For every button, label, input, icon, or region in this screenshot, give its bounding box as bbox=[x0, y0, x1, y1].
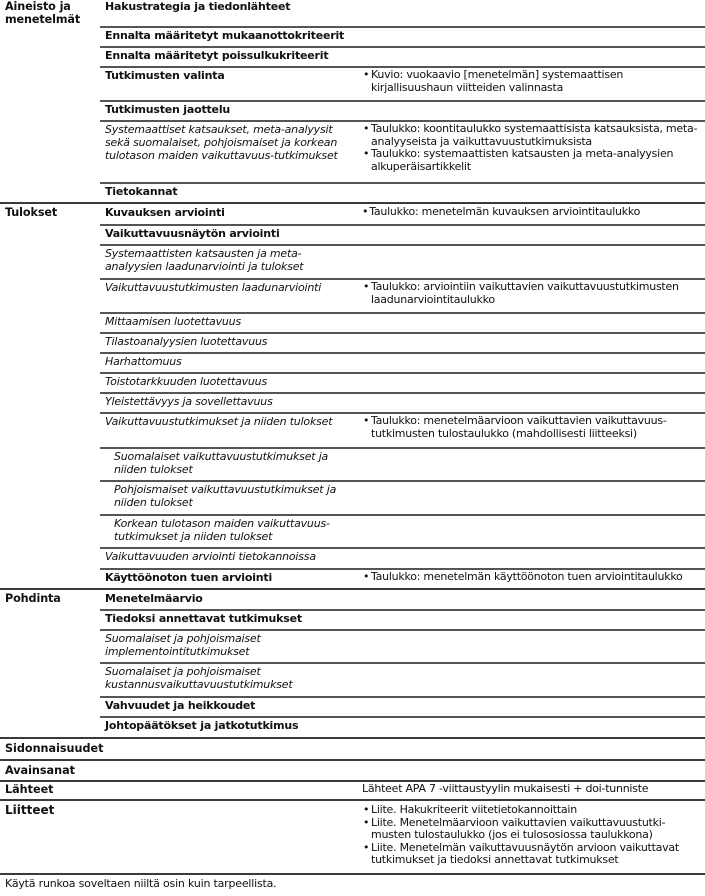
outline-row bbox=[100, 609, 705, 629]
note-text: Liite. Menetelmän vaikuttavuusnäytön arvioon vaikuttavat tutkimukset ja tiedoksi annettavat tutkimukset bbox=[371, 840, 679, 866]
row-notes bbox=[358, 354, 705, 372]
note-item bbox=[362, 817, 701, 842]
row-title: Avainsanat bbox=[5, 764, 75, 777]
row-notes bbox=[358, 68, 705, 100]
note-text: Kuvio: vuokaavio [menetelmän] systemaattisen kirjallisuushaun viitteiden valinnasta bbox=[371, 68, 624, 94]
bullet-icon: • bbox=[363, 815, 370, 829]
bullet-icon: • bbox=[363, 68, 370, 81]
outline-row bbox=[100, 26, 705, 46]
row-title: Johtopäätökset ja jatkotutkimus bbox=[105, 719, 299, 732]
outline-row bbox=[100, 0, 705, 26]
row-notes bbox=[358, 631, 705, 662]
outline-row bbox=[100, 662, 705, 696]
row-appendices bbox=[0, 799, 705, 875]
outline-row bbox=[100, 278, 705, 312]
row-title: Menetelmäarvio bbox=[105, 592, 203, 605]
note-item bbox=[362, 842, 701, 867]
row-title: Ennalta määritetyt poissulkukriteerit bbox=[105, 49, 329, 62]
outline-row bbox=[100, 568, 705, 588]
outline-row bbox=[100, 66, 705, 100]
row-notes bbox=[358, 226, 705, 244]
row-notes: Lähteet APA 7 -viittaustyylin mukaisesti + doi-tunniste bbox=[362, 782, 649, 795]
outline-row bbox=[100, 696, 705, 716]
row-notes bbox=[358, 280, 705, 312]
note-item bbox=[362, 415, 701, 440]
bullet-icon: • bbox=[363, 803, 370, 816]
outline-row bbox=[100, 447, 705, 480]
bullet-icon: • bbox=[363, 122, 370, 135]
row-notes bbox=[358, 549, 705, 568]
note-text: Taulukko: arviointiin vaikuttavien vaikuttavuustutkimusten laadunarviointitaulukko bbox=[371, 280, 679, 306]
row-notes bbox=[358, 611, 705, 629]
outline-row bbox=[100, 120, 705, 182]
bullet-icon: • bbox=[363, 570, 370, 583]
row-notes bbox=[358, 28, 705, 46]
bullet-icon: • bbox=[363, 147, 370, 160]
outline-row bbox=[100, 204, 705, 224]
outline-row bbox=[100, 514, 705, 547]
outline-row bbox=[100, 312, 705, 332]
row-affiliations bbox=[0, 737, 705, 759]
row-title: Kuvauksen arviointi bbox=[105, 206, 225, 219]
row-title: Tutkimusten jaottelu bbox=[105, 103, 231, 116]
note-item bbox=[362, 205, 640, 218]
row-title: Käyttöönoton tuen arviointi bbox=[105, 571, 273, 584]
outline-row bbox=[100, 100, 705, 120]
note-text: Liite. Menetelmäarvioon vaikuttavien vaikuttavuustutki-musten tulostaulukko (jos ei tulososiossa taulukkona) bbox=[371, 815, 666, 841]
row-notes bbox=[358, 0, 705, 26]
row-title: Vaikuttavuustutkimukset ja niiden tulokset bbox=[105, 415, 333, 428]
row-notes bbox=[358, 698, 705, 716]
note-text: Liite. Hakukriteerit viitetietokannoittain bbox=[371, 803, 577, 816]
outline-row bbox=[100, 480, 705, 514]
row-references bbox=[0, 780, 705, 799]
row-title: Tietokannat bbox=[105, 185, 178, 198]
row-notes bbox=[358, 739, 705, 759]
row-notes bbox=[358, 664, 705, 696]
outline-row bbox=[100, 716, 705, 737]
section-methods bbox=[0, 0, 705, 202]
note-item bbox=[362, 571, 701, 584]
row-notes bbox=[358, 801, 705, 873]
row-notes bbox=[358, 246, 705, 278]
outline-row bbox=[100, 412, 705, 447]
row-notes bbox=[358, 374, 705, 392]
note-text: Taulukko: systemaattisten katsausten ja meta-analyysien alkuperäisartikkelit bbox=[371, 147, 674, 173]
usage-note: Käytä runkoa soveltaen niiltä osin kuin tarpeellista. bbox=[5, 877, 277, 890]
note-item bbox=[362, 281, 701, 306]
outline-row bbox=[100, 332, 705, 352]
note-text: Taulukko: menetelmäarvioon vaikuttavien vaikuttavuus-tutkimusten tulostaulukko (mahdollisesti liitteeksi) bbox=[371, 414, 667, 440]
row-notes bbox=[358, 102, 705, 120]
row-title: Pohjoismaiset vaikuttavuustutkimukset ja niiden tulokset bbox=[114, 483, 337, 509]
note-text: Taulukko: menetelmän käyttöönoton tuen arviointitaulukko bbox=[371, 570, 683, 583]
row-title: Vaikuttavuusnäytön arviointi bbox=[105, 227, 280, 240]
note-text: Taulukko: menetelmän kuvauksen arviointitaulukko bbox=[369, 205, 641, 218]
outline-row bbox=[100, 372, 705, 392]
row-notes bbox=[358, 761, 705, 780]
row-title: Mittaamisen luotettavuus bbox=[105, 315, 241, 328]
bullet-icon: • bbox=[362, 205, 369, 218]
row-notes bbox=[358, 122, 705, 182]
row-notes bbox=[358, 482, 705, 514]
row-notes bbox=[358, 394, 705, 412]
row-keywords bbox=[0, 759, 705, 780]
row-title: Tutkimusten valinta bbox=[105, 69, 225, 82]
row-title: Systemaattiset katsaukset, meta-analyysit sekä suomalaiset, pohjoismaiset ja korkean tulotason maiden vaikuttavuus-tutkimukset bbox=[105, 123, 338, 162]
row-notes bbox=[358, 449, 705, 480]
row-notes bbox=[358, 590, 705, 609]
row-title: Tiedoksi annettavat tutkimukset bbox=[105, 612, 302, 625]
outline-row bbox=[100, 352, 705, 372]
row-notes bbox=[358, 516, 705, 547]
bullet-icon: • bbox=[363, 414, 370, 427]
row-notes bbox=[358, 314, 705, 332]
outline-row bbox=[100, 590, 705, 609]
section-label: Tulokset bbox=[5, 206, 58, 219]
row-title: Hakustrategia ja tiedonlähteet bbox=[105, 0, 291, 13]
row-title: Vahvuudet ja heikkoudet bbox=[105, 699, 256, 712]
section-label: Pohdinta bbox=[5, 592, 61, 605]
row-notes bbox=[358, 204, 705, 224]
note-item bbox=[362, 123, 701, 148]
row-title: Sidonnaisuudet bbox=[5, 742, 104, 755]
row-notes bbox=[358, 414, 705, 447]
row-title: Vaikuttavuuden arviointi tietokannoissa bbox=[105, 550, 316, 563]
bullet-icon: • bbox=[363, 280, 370, 293]
row-title: Harhattomuus bbox=[105, 355, 182, 368]
outline-row bbox=[100, 629, 705, 662]
row-notes bbox=[358, 570, 705, 588]
row-notes bbox=[358, 48, 705, 66]
row-notes bbox=[358, 718, 705, 737]
row-title: Toistotarkkuuden luotettavuus bbox=[105, 375, 267, 388]
outline-row bbox=[100, 182, 705, 202]
section-discussion bbox=[0, 588, 705, 737]
section-results bbox=[0, 202, 705, 588]
bullet-icon: • bbox=[363, 840, 370, 854]
note-item bbox=[362, 69, 701, 94]
outline-row bbox=[100, 547, 705, 568]
row-title: Tilastoanalyysien luotettavuus bbox=[105, 335, 268, 348]
row-title: Suomalaiset vaikuttavuustutkimukset ja niiden tulokset bbox=[114, 450, 329, 476]
row-title: Suomalaiset ja pohjoismaiset kustannusvaikuttavuustutkimukset bbox=[105, 665, 293, 691]
outline-row bbox=[100, 46, 705, 66]
row-title: Korkean tulotason maiden vaikuttavuus-tutkimukset ja niiden tulokset bbox=[114, 517, 330, 543]
row-title: Liitteet bbox=[5, 803, 55, 817]
row-title: Lähteet bbox=[5, 783, 54, 796]
row-notes bbox=[358, 184, 705, 202]
note-item bbox=[362, 148, 701, 173]
row-notes bbox=[358, 334, 705, 352]
outline-row bbox=[100, 224, 705, 244]
row-title: Systemaattisten katsausten ja meta-analyysien laadunarviointi ja tulokset bbox=[105, 247, 304, 273]
row-title: Yleistettävyys ja sovellettavuus bbox=[105, 395, 273, 408]
section-label: Aineisto ja menetelmät bbox=[5, 0, 81, 26]
row-title: Suomalaiset ja pohjoismaiset implementointitutkimukset bbox=[105, 632, 261, 658]
note-text: Taulukko: koontitaulukko systemaattisista katsauksista, meta-analyyseista ja vaikuttavuustutkimuksista bbox=[371, 122, 698, 148]
outline-row bbox=[100, 392, 705, 412]
row-title: Vaikuttavuustutkimusten laadunarviointi bbox=[105, 281, 322, 294]
row-title: Ennalta määritetyt mukaanottokriteerit bbox=[105, 29, 345, 42]
outline-row bbox=[100, 244, 705, 278]
